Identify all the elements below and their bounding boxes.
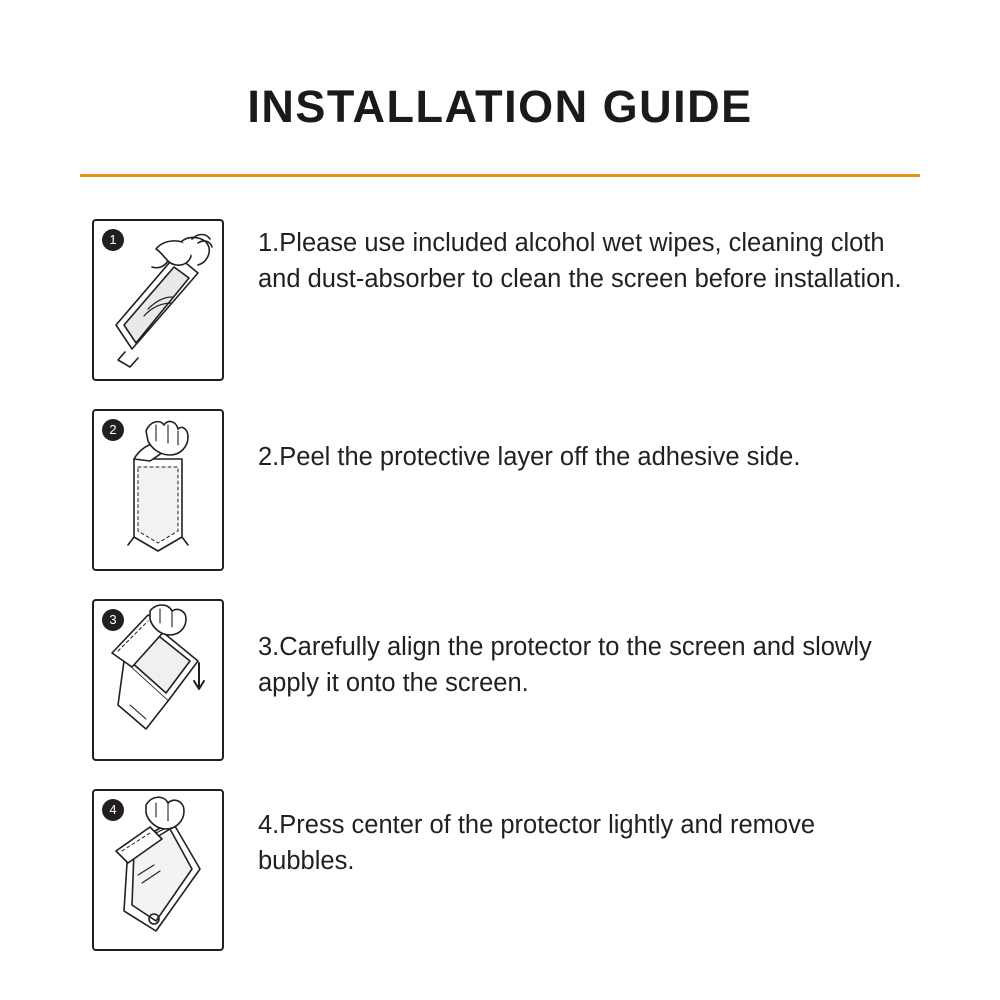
step-1-illustration <box>92 219 224 381</box>
step-3-illustration <box>92 599 224 761</box>
list-item <box>92 219 908 381</box>
step-1-badge: 1 <box>102 229 124 251</box>
step-1-text: 1.Please use included alcohol wet wipes, cleaning cloth and dust-absorber to clean the screen before installation. <box>258 228 902 293</box>
step-3-text: 3.Carefully align the protector to the screen and slowly apply it onto the screen. <box>258 632 872 697</box>
step-4-text: 4.Press center of the protector lightly and remove bubbles. <box>258 810 816 875</box>
step-3-badge: 3 <box>102 609 124 631</box>
list-item <box>92 789 908 951</box>
step-2-text: 2.Peel the protective layer off the adhesive side. <box>258 442 801 471</box>
step-2-badge: 2 <box>102 419 124 441</box>
list-item <box>92 599 908 761</box>
list-item <box>92 409 908 571</box>
steps-list <box>0 219 1000 951</box>
step-4-illustration <box>92 789 224 951</box>
page-title: INSTALLATION GUIDE <box>247 81 753 132</box>
title-divider <box>80 174 920 177</box>
step-2-illustration <box>92 409 224 571</box>
step-4-badge: 4 <box>102 799 124 821</box>
